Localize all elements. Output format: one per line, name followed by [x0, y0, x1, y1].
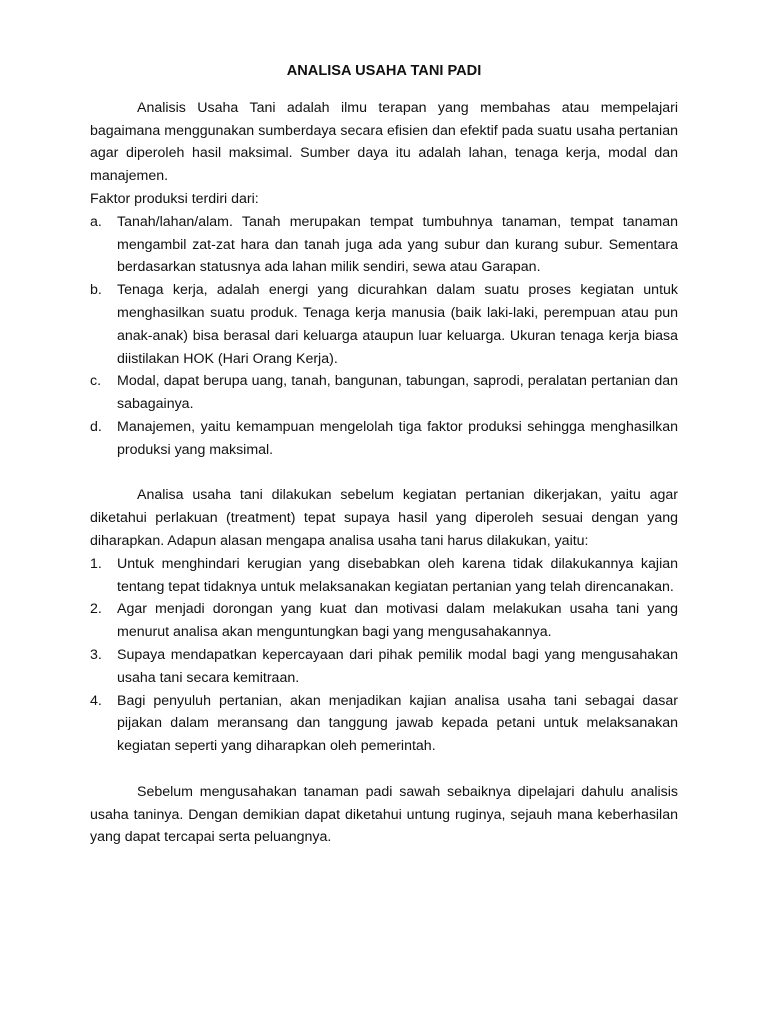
list-item-text: Modal, dapat berupa uang, tanah, bangunan, tabungan, saprodi, peralatan pertanian dan sabagainya. [117, 373, 678, 413]
list-item [90, 416, 678, 462]
list-item [90, 370, 678, 416]
list-marker: 1. [90, 555, 102, 572]
list-item [90, 553, 678, 599]
list-marker: 3. [90, 646, 102, 663]
list-marker: a. [90, 213, 102, 230]
list-item [90, 690, 678, 758]
factors-list [90, 211, 678, 462]
document-page [90, 60, 678, 849]
list-marker: c. [90, 373, 102, 390]
list-item-text: Untuk menghindari kerugian yang disebabkan oleh karena tidak dilakukannya kajian tentang tepat tidaknya untuk melaksanakan kegiatan pertanian yang telah direncanakan. [117, 555, 678, 595]
list-item-text: Tanah/lahan/alam. Tanah merupakan tempat tumbuhnya tanaman, tempat tanaman mengambil zat-zat hara dan tanah juga ada yang subur dan kurang subur. Sementara berdasarkan statusnya ada lahan milik sendiri, sewa atau Garapan. [117, 213, 678, 276]
list-item [90, 598, 678, 644]
list-item [90, 644, 678, 690]
intro-paragraph: Analisis Usaha Tani adalah ilmu terapan yang membahas atau mempelajari bagaimana menggunakan sumberdaya secara efisien dan efektif pada suatu usaha pertanian agar diperoleh hasil maksimal. Sumber daya itu adalah lahan, tenaga kerja, modal dan manajemen. [90, 99, 678, 185]
list-marker: 2. [90, 601, 102, 618]
closing-paragraph: Sebelum mengusahakan tanaman padi sawah sebaiknya dipelajari dahulu analisis usaha taninya. Dengan demikian dapat diketahui untung ruginya, sejauh mana keberhasilan yang dapat tercapai serta peluangnya. [90, 783, 678, 846]
list-item-text: Agar menjadi dorongan yang kuat dan motivasi dalam melakukan usaha tani yang menurut analisa akan menguntungkan bagi yang mengusahakannya. [117, 601, 678, 641]
reasons-intro-paragraph: Analisa usaha tani dilakukan sebelum kegiatan pertanian dikerjakan, yaitu agar diketahui perlakuan (treatment) tepat supaya hasil yang diperoleh sesuai dengan yang diharapkan. Adapun alasan mengapa analisa usaha tani harus dilakukan, yaitu: [90, 487, 678, 549]
list-marker: d. [90, 418, 102, 435]
list-marker: b. [90, 282, 102, 299]
list-marker: 4. [90, 692, 102, 709]
document-title: ANALISA USAHA TANI PADI [286, 63, 482, 79]
paragraph-gap [90, 758, 678, 781]
list-item-text: Tenaga kerja, adalah energi yang dicurahkan dalam suatu proses kegiatan untuk menghasilkan suatu produk. Tenaga kerja manusia (baik laki-laki, perempuan atau pun anak-anak) bisa berasal dari keluarga ataupun luar keluarga. Ukuran tenaga kerja biasa diistilakan HOK (Hari Orang Kerja). [117, 282, 678, 367]
list-item-text: Manajemen, yaitu kemampuan mengelolah tiga faktor produksi sehingga menghasilkan produksi yang maksimal. [117, 418, 678, 458]
factors-heading: Faktor produksi terdiri dari: [90, 190, 259, 207]
list-item-text: Bagi penyuluh pertanian, akan menjadikan kajian analisa usaha tani sebagai dasar pijakan dalam meransang dan tanggung jawab kepada petani untuk melaksanakan kegiatan seperti yang diharapkan oleh pemerintah. [117, 692, 678, 755]
paragraph-gap [90, 462, 678, 485]
list-item [90, 211, 678, 279]
reasons-list [90, 553, 678, 758]
list-item-text: Supaya mendapatkan kepercayaan dari pihak pemilik modal bagi yang mengusahakan usaha tani secara kemitraan. [117, 646, 678, 686]
list-item [90, 279, 678, 370]
